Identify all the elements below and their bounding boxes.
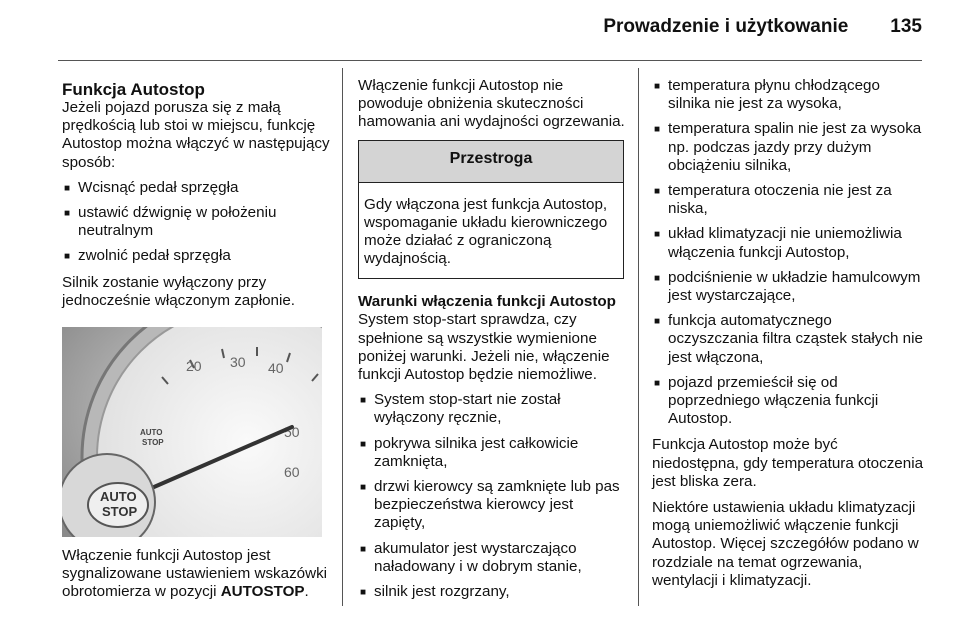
subheading: Warunki włączenia funkcji Autostop [358,293,616,311]
svg-text:STOP: STOP [102,504,138,520]
tick-label: 50 [284,424,300,441]
intro-text: Włączenie funkcji Autostop nie powoduje obniżenia skuteczności hamowania ani wydajności ogrzewania. [358,77,625,131]
tachometer-image [62,327,322,537]
tick-label: 20 [186,358,202,375]
tick-label: 30 [230,354,246,371]
image-caption: Włączenie funkcji Autostop jest sygnalizowane ustawieniem wskazówki obrotomierza w pozycji AUTOSTOP. [62,547,328,601]
header-title: Prowadzenie i użytkowanie [603,16,849,37]
warning-title: Przestroga [359,141,623,183]
paragraph: Niektóre ustawienia układu klimatyzacji mogą uniemożliwić włączenie funkcji Autostop. Więcej szczegółów podano w rozdziale na temat ogrzewania, wentylacji i klimatyzacji. [652,499,919,589]
list-item: ■ pojazd przemieścił się od poprzedniego włączenia funkcji Autostop. [652,374,926,429]
bullet-list-1 [62,179,330,266]
list-item: ■ temperatura spalin nie jest za wysoka np. podczas jazdy przy dużym obciążeniu silnika, [652,120,926,175]
warning-box [358,140,624,280]
list-item: ■ Wcisnąć pedał sprzęgła [62,179,330,197]
column-2 [358,77,626,601]
autostop-term: AUTOSTOP [220,583,305,601]
bullet-list-2 [358,391,626,601]
page-header [603,16,922,38]
list-item: ■ System stop-start nie został wyłączony ręcznie, [358,391,626,427]
list-item: ■ pokrywa silnika jest całkowicie zamknięta, [358,435,626,471]
warning-body: Gdy włączona jest funkcja Autostop, wspomaganie układu kierowniczego może działać z ograniczoną wydajnością. [364,195,608,268]
result-text: Silnik zostanie wyłączony przy jednocześnie włączonym zapłonie. [62,273,296,309]
bullet-list-3 [652,77,926,428]
list-item: ■ ustawić dźwignię w położeniu neutralnym [62,204,330,240]
list-item: ■ temperatura płynu chłodzącego silnika nie jest za wysoka, [652,77,926,113]
column-3 [652,77,926,590]
paragraph: Funkcja Autostop może być niedostępna, gdy temperatura otoczenia jest bliska zera. [652,436,924,490]
list-item: ■ podciśnienie w układzie hamulcowym jest wystarczające, [652,269,926,305]
list-item: ■ silnik jest rozgrzany, [358,583,626,601]
header-divider [58,60,922,61]
section-heading: Funkcja Autostop [62,80,205,99]
column-divider-2 [638,68,639,606]
column-divider-1 [342,68,343,606]
page-number: 135 [890,16,922,37]
body-text: System stop-start sprawdza, czy spełnione są wszystkie wymienione poniżej warunki. Jeżeli nie, włączenie funkcji Autostop będzie niemożliwe. [358,311,610,384]
list-item: ■ drzwi kierowcy są zamknięte lub pas bezpieczeństwa kierowcy jest zapięty, [358,478,626,533]
tick-label: 40 [268,360,284,377]
dial-autostop-label: AUTO [140,428,163,438]
list-item: ■ zwolnić pedał sprzęgła [62,247,330,265]
button-label: AUTO [100,489,137,505]
intro-text: Jeżeli pojazd porusza się z małą prędkością lub stoi w miejscu, funkcję Autostop można włączyć w następujący sposób: [62,99,330,171]
tick-label: 60 [284,464,300,481]
column-1 [62,80,330,602]
list-item: ■ temperatura otoczenia nie jest za niska, [652,182,926,218]
list-item: ■ układ klimatyzacji nie uniemożliwia włączenia funkcji Autostop, [652,225,926,261]
list-item: ■ funkcja automatycznego oczyszczania filtra cząstek stałych nie jest włączona, [652,312,926,367]
list-item: ■ akumulator jest wystarczająco naładowany i w dobrym stanie, [358,540,626,576]
svg-text:STOP: STOP [142,438,164,448]
